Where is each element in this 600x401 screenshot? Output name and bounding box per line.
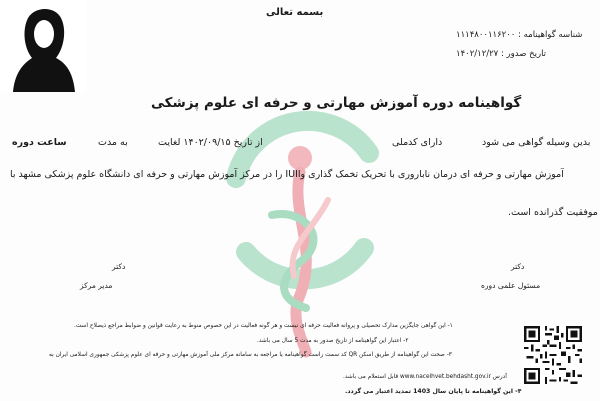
note-1: ۱- این گواهی جایگزین مدارک تحصیلی و پروانه فعالیت حرفه ای نیست و هر گونه فعالیت در این خصوص منوط به رعایت قوانین و ضوابط مراجع ذیصلاح است. [74, 323, 453, 329]
signature-right-label: دکتر [112, 262, 126, 271]
body-line1-d: به مدت [98, 137, 128, 148]
body-line1-e: ساعت دوره [12, 137, 67, 148]
certificate-number: شناسه گواهینامه : ۱۱۱۴۸۰۰۱۱۶۲۰۰ [456, 30, 583, 40]
body-line3: موفقیت گذرانده است. [508, 207, 598, 218]
note-2: ۲- اعتبار این گواهینامه از تاریخ صدور به مدت 5 سال می باشد. [257, 338, 409, 344]
signature-right-role: مدیر مرکز [80, 281, 113, 290]
signature-left-label: دکتر [511, 262, 525, 271]
person-silhouette-icon [0, 0, 86, 92]
body-line1-a: بدین وسیله گواهی می شود [482, 137, 591, 148]
bismillah-heading: بسمه تعالی [266, 7, 324, 18]
note-3: ۳- صحت این گواهینامه از طریق اسکن QR کد سمت راست گواهینامه یا مراجعه به سامانه مرکز ملی آموزش مهارتی و حرفه ای علوم پزشکی جمهوری اسلامی ایران به [49, 352, 452, 358]
body-line1-b: دارای کدملی [392, 137, 443, 148]
qr-code [524, 326, 582, 384]
certificate-title: گواهینامه دوره آموزش مهارتی و حرفه ای علوم پزشکی [151, 95, 522, 111]
note-3-continued: آدرس www.nacelhvet.behdasht.gov.ir قابل استعلام می باشد. [343, 374, 507, 380]
body-line1-c: از تاریخ ۱۴۰۲/۰۹/۱۵ لغایت [158, 137, 263, 148]
issue-date: تاریخ صدور : ۱۴۰۲/۱۲/۲۷ [456, 49, 547, 59]
person-photo [0, 0, 86, 92]
body-line2: آموزش مهارتی و حرفه ای درمان ناباروری با تحریک تخمک گذاری واIUI را در مرکز آموزش مهارتی و حرفه ای دانشگاه علوم پزشکی مشهد با [10, 169, 564, 180]
note-4: ۴- این گواهینامه تا پایان سال 1403 تمدید اعتبار می گردد. [345, 388, 522, 395]
signature-left-role: مسئول علمی دوره [481, 281, 541, 290]
